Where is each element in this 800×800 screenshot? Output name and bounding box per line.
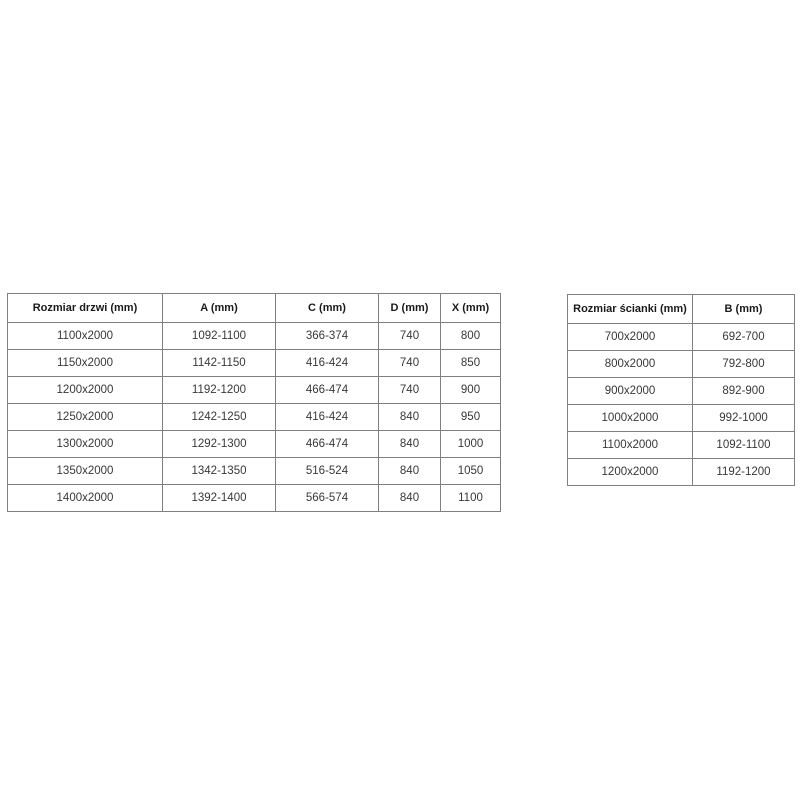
table-cell: 800 bbox=[441, 323, 501, 350]
table-row bbox=[568, 378, 795, 405]
table-cell: 1200x2000 bbox=[8, 377, 163, 404]
table-row bbox=[568, 432, 795, 459]
table-cell: 900x2000 bbox=[568, 378, 693, 405]
table-cell: 416-424 bbox=[276, 350, 379, 377]
table-row bbox=[568, 351, 795, 378]
table-cell: 1000x2000 bbox=[568, 405, 693, 432]
table-row bbox=[8, 377, 501, 404]
table-cell: 1300x2000 bbox=[8, 431, 163, 458]
header-row bbox=[8, 294, 501, 323]
table-cell: 1092-1100 bbox=[693, 432, 795, 459]
header-cell: B (mm) bbox=[693, 295, 795, 324]
table-cell: 900 bbox=[441, 377, 501, 404]
table-cell: 950 bbox=[441, 404, 501, 431]
header-row bbox=[568, 295, 795, 324]
table-row bbox=[568, 405, 795, 432]
wall-sizes-table-body bbox=[568, 324, 795, 486]
table-cell: 416-424 bbox=[276, 404, 379, 431]
table-cell: 1350x2000 bbox=[8, 458, 163, 485]
door-sizes-table-header bbox=[8, 294, 501, 323]
door-sizes-table-container bbox=[7, 293, 501, 512]
table-cell: 466-474 bbox=[276, 377, 379, 404]
table-cell: 1100x2000 bbox=[568, 432, 693, 459]
table-cell: 740 bbox=[379, 350, 441, 377]
table-cell: 1250x2000 bbox=[8, 404, 163, 431]
table-cell: 892-900 bbox=[693, 378, 795, 405]
table-cell: 1192-1200 bbox=[163, 377, 276, 404]
table-cell: 840 bbox=[379, 485, 441, 512]
table-cell: 740 bbox=[379, 323, 441, 350]
table-row bbox=[8, 350, 501, 377]
table-cell: 366-374 bbox=[276, 323, 379, 350]
table-cell: 1392-1400 bbox=[163, 485, 276, 512]
header-cell: Rozmiar ścianki (mm) bbox=[568, 295, 693, 324]
table-cell: 800x2000 bbox=[568, 351, 693, 378]
table-row bbox=[568, 324, 795, 351]
table-cell: 1100x2000 bbox=[8, 323, 163, 350]
header-cell: A (mm) bbox=[163, 294, 276, 323]
table-cell: 1400x2000 bbox=[8, 485, 163, 512]
table-cell: 566-574 bbox=[276, 485, 379, 512]
table-cell: 1050 bbox=[441, 458, 501, 485]
table-row bbox=[568, 459, 795, 486]
table-cell: 1342-1350 bbox=[163, 458, 276, 485]
table-cell: 1100 bbox=[441, 485, 501, 512]
table-cell: 850 bbox=[441, 350, 501, 377]
table-cell: 1092-1100 bbox=[163, 323, 276, 350]
table-cell: 992-1000 bbox=[693, 405, 795, 432]
table-cell: 466-474 bbox=[276, 431, 379, 458]
header-cell: D (mm) bbox=[379, 294, 441, 323]
table-cell: 792-800 bbox=[693, 351, 795, 378]
table-cell: 692-700 bbox=[693, 324, 795, 351]
table-row bbox=[8, 458, 501, 485]
table-cell: 1142-1150 bbox=[163, 350, 276, 377]
table-cell: 1000 bbox=[441, 431, 501, 458]
table-cell: 840 bbox=[379, 458, 441, 485]
wall-sizes-table-container bbox=[567, 294, 795, 486]
table-cell: 516-524 bbox=[276, 458, 379, 485]
table-cell: 740 bbox=[379, 377, 441, 404]
table-cell: 1292-1300 bbox=[163, 431, 276, 458]
table-row bbox=[8, 323, 501, 350]
table-cell: 1192-1200 bbox=[693, 459, 795, 486]
wall-sizes-table bbox=[567, 294, 795, 486]
wall-sizes-table-header bbox=[568, 295, 795, 324]
table-cell: 1242-1250 bbox=[163, 404, 276, 431]
header-cell: Rozmiar drzwi (mm) bbox=[8, 294, 163, 323]
table-cell: 840 bbox=[379, 404, 441, 431]
table-cell: 1150x2000 bbox=[8, 350, 163, 377]
table-row bbox=[8, 404, 501, 431]
header-cell: C (mm) bbox=[276, 294, 379, 323]
door-sizes-table-body bbox=[8, 323, 501, 512]
table-row bbox=[8, 431, 501, 458]
table-cell: 840 bbox=[379, 431, 441, 458]
table-cell: 700x2000 bbox=[568, 324, 693, 351]
table-cell: 1200x2000 bbox=[568, 459, 693, 486]
header-cell: X (mm) bbox=[441, 294, 501, 323]
door-sizes-table bbox=[7, 293, 501, 512]
table-row bbox=[8, 485, 501, 512]
